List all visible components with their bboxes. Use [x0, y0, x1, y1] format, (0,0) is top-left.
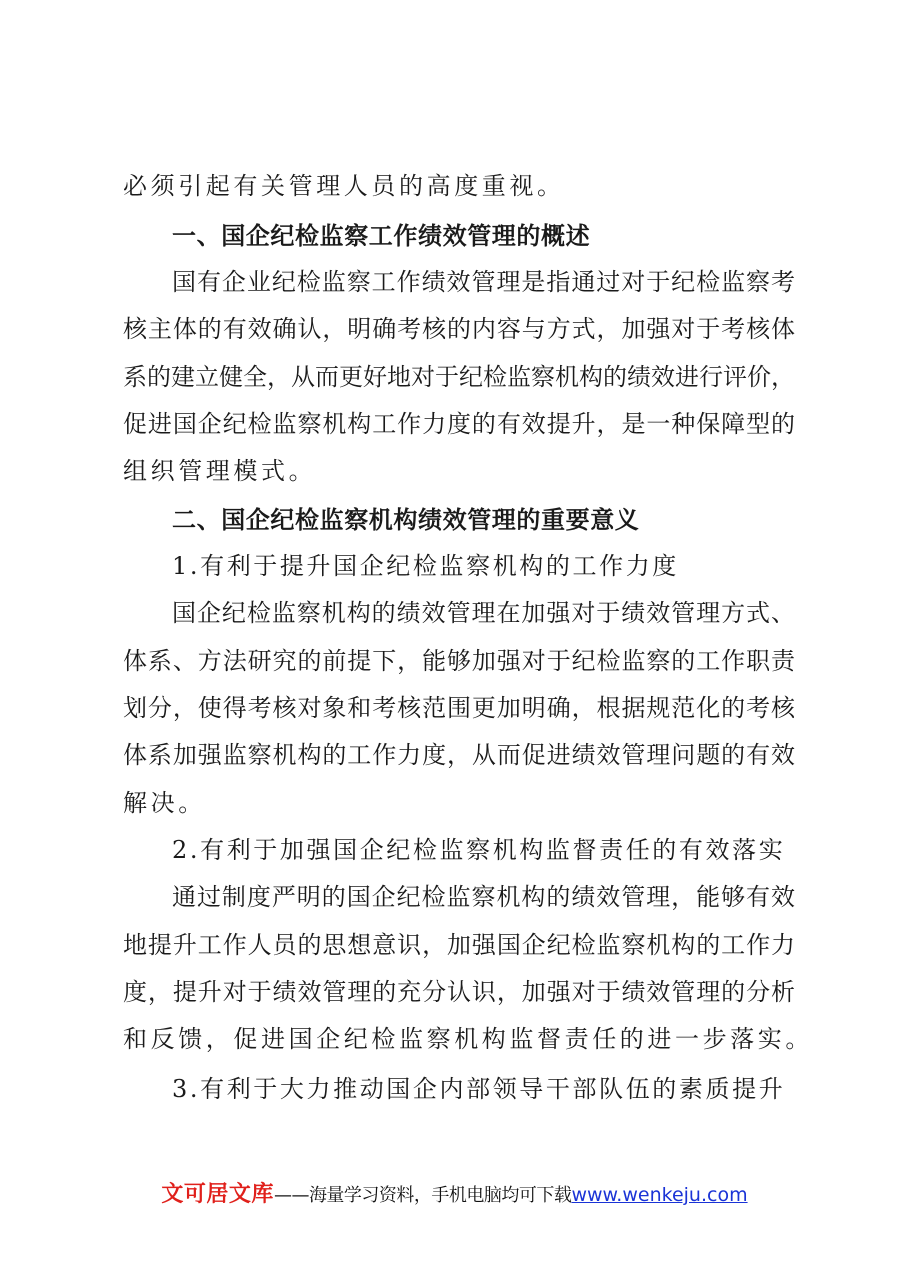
- paragraph-line: 必须引起有关管理人员的高度重视。: [123, 172, 565, 200]
- brand-name: 文可居文库: [161, 1182, 274, 1207]
- paragraph-line: 国企纪检监察机构的绩效管理在加强对于绩效管理方式、: [172, 599, 795, 627]
- footer-tagline: ——海量学习资料，手机电脑均可下载: [273, 1185, 572, 1206]
- paragraph-line: 划分，使得考核对象和考核范围更加明确，根据规范化的考核: [123, 694, 795, 722]
- paragraph-line: 解决。: [123, 789, 206, 817]
- paragraph-line: 体系加强监察机构的工作力度，从而促进绩效管理问题的有效: [123, 741, 795, 769]
- subheading-2: 2.有利于加强国企纪检监察机构监督责任的有效落实: [172, 836, 786, 864]
- section-heading-2: 二、国企纪检监察机构绩效管理的重要意义: [172, 506, 640, 534]
- subheading-1: 1.有利于提升国企纪检监察机构的工作力度: [172, 552, 679, 580]
- paragraph-line: 国有企业纪检监察工作绩效管理是指通过对于纪检监察考: [172, 268, 795, 296]
- paragraph-line: 体系、方法研究的前提下，能够加强对于纪检监察的工作职责: [123, 647, 795, 675]
- paragraph-line: 系的建立健全，从而更好地对于纪检监察机构的绩效进行评价，: [123, 363, 795, 391]
- paragraph-line: 和反馈，促进国企纪检监察机构监督责任的进一步落实。: [123, 1025, 813, 1053]
- section-heading-1: 一、国企纪检监察工作绩效管理的概述: [172, 222, 591, 250]
- paragraph-line: 促进国企纪检监察机构工作力度的有效提升，是一种保障型的: [123, 410, 795, 438]
- subheading-3: 3.有利于大力推动国企内部领导干部队伍的素质提升: [172, 1075, 786, 1103]
- paragraph-line: 通过制度严明的国企纪检监察机构的绩效管理，能够有效: [172, 883, 795, 911]
- paragraph-line: 度，提升对于绩效管理的充分认识，加强对于绩效管理的分析: [123, 978, 795, 1006]
- footer-banner: [0, 1180, 909, 1211]
- paragraph-line: 地提升工作人员的思想意识，加强国企纪检监察机构的工作力: [123, 931, 795, 959]
- paragraph-line: 核主体的有效确认，明确考核的内容与方式，加强对于考核体: [123, 315, 795, 343]
- paragraph-line: 组织管理模式。: [123, 457, 317, 485]
- website-link[interactable]: www.wenkeju.com: [571, 1184, 748, 1206]
